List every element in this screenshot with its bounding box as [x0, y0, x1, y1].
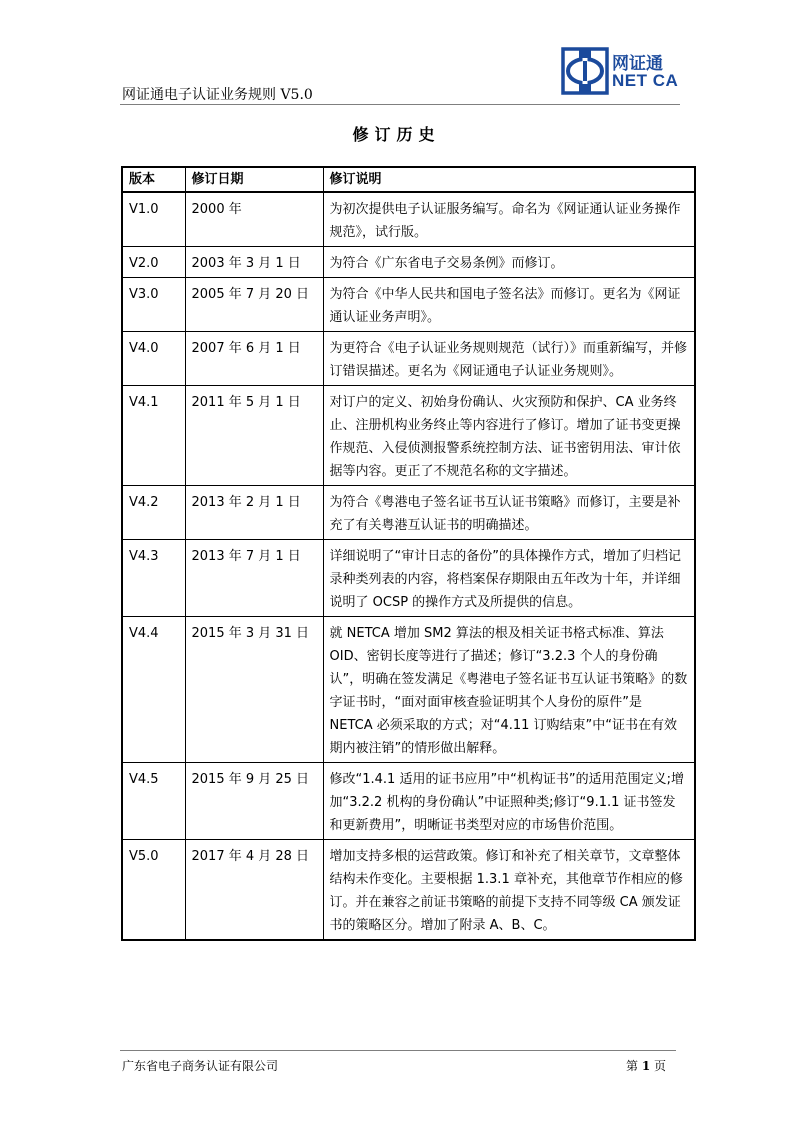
table-row	[122, 192, 695, 247]
column-header-date: 修订日期	[185, 167, 323, 192]
row-version: V4.4	[122, 617, 185, 763]
row-version: V3.0	[122, 278, 185, 332]
row-version: V2.0	[122, 247, 185, 278]
table-row	[122, 486, 695, 540]
row-date: 2003 年 3 月 1 日	[185, 247, 323, 278]
row-description: 为更符合《电子认证业务规则规范（试行）》而重新编写，并修订错误描述。更名为《网证通电子认证业务规则》。	[323, 332, 695, 386]
row-version: V4.3	[122, 540, 185, 617]
revision-history-title: 修订历史	[352, 125, 441, 144]
row-description: 为初次提供电子认证服务编写。命名为《网证通认证业务操作规范》，试行版。	[323, 192, 695, 247]
row-date: 2000 年	[185, 192, 323, 247]
netca-logo-icon	[561, 47, 609, 95]
page-suffix: 页	[654, 1059, 667, 1073]
row-version: V5.0	[122, 840, 185, 941]
row-version: V1.0	[122, 192, 185, 247]
row-description: 就 NETCA 增加 SM2 算法的根及相关证书格式标准、算法 OID、密钥长度等进行了描述；修订“3.2.3 个人的身份确认”，明确在签发满足《粤港电子签名证书互认证书策略》的数字证书时，“面对面审核查验证明其个人身份的原件”是 NETCA 必须采取的方式；对“4.11 订购结束”中“证书在有效期内被注销”的情形做出解释。	[323, 617, 695, 763]
row-date: 2011 年 5 月 1 日	[185, 386, 323, 486]
footer-company: 广东省电子商务认证有限公司	[122, 1059, 279, 1073]
row-date: 2005 年 7 月 20 日	[185, 278, 323, 332]
row-description: 详细说明了“审计日志的备份”的具体操作方式，增加了归档记录种类列表的内容，将档案保存期限由五年改为十年，并详细说明了 OCSP 的操作方式及所提供的信息。	[323, 540, 695, 617]
row-description: 修改“1.4.1 适用的证书应用”中“机构证书”的适用范围定义;增加“3.2.2 机构的身份确认”中证照种类;修订“9.1.1 证书签发和更新费用”，明晰证书类型对应的市场售价范围。	[323, 763, 695, 840]
table-row	[122, 278, 695, 332]
netca-logo	[561, 47, 679, 95]
page-prefix: 第	[626, 1059, 639, 1073]
footer-page-number	[626, 1057, 666, 1074]
row-date: 2013 年 7 月 1 日	[185, 540, 323, 617]
header-title: 网证通电子认证业务规则 V5.0	[122, 87, 313, 103]
row-version: V4.1	[122, 386, 185, 486]
row-version: V4.5	[122, 763, 185, 840]
page-number: 1	[641, 1059, 651, 1073]
table-row	[122, 540, 695, 617]
row-description: 为符合《广东省电子交易条例》而修订。	[323, 247, 695, 278]
footer-divider	[120, 1050, 676, 1051]
table-row	[122, 840, 695, 941]
column-header-version: 版本	[122, 167, 185, 192]
table-row	[122, 763, 695, 840]
row-description: 为符合《中华人民共和国电子签名法》而修订。更名为《网证通认证业务声明》。	[323, 278, 695, 332]
header-divider	[120, 104, 680, 105]
logo-text-cn: 网证通	[612, 54, 663, 74]
column-header-description: 修订说明	[323, 167, 695, 192]
logo-text-en: NET CA	[612, 71, 679, 90]
table-row	[122, 332, 695, 386]
row-description: 对订户的定义、初始身份确认、火灾预防和保护、CA 业务终止、注册机构业务终止等内容进行了修订。增加了证书变更操作规范、入侵侦测报警系统控制方法、证书密钥用法、审计依据等内容。更正了不规范名称的文字描述。	[323, 386, 695, 486]
row-date: 2013 年 2 月 1 日	[185, 486, 323, 540]
row-version: V4.2	[122, 486, 185, 540]
table-row	[122, 247, 695, 278]
table-row	[122, 386, 695, 486]
revision-table	[121, 166, 696, 941]
row-date: 2015 年 9 月 25 日	[185, 763, 323, 840]
row-date: 2015 年 3 月 31 日	[185, 617, 323, 763]
row-date: 2017 年 4 月 28 日	[185, 840, 323, 941]
table-header-row	[122, 167, 695, 192]
row-description: 增加支持多根的运营政策。修订和补充了相关章节，文章整体结构未作变化。主要根据 1.3.1 章补充，其他章节作相应的修订。并在兼容之前证书策略的前提下支持不同等级 CA 颁发证书的策略区分。增加了附录 A、B、C。	[323, 840, 695, 941]
table-row	[122, 617, 695, 763]
row-description: 为符合《粤港电子签名证书互认证书策略》而修订，主要是补充了有关粤港互认证书的明确描述。	[323, 486, 695, 540]
row-date: 2007 年 6 月 1 日	[185, 332, 323, 386]
row-version: V4.0	[122, 332, 185, 386]
